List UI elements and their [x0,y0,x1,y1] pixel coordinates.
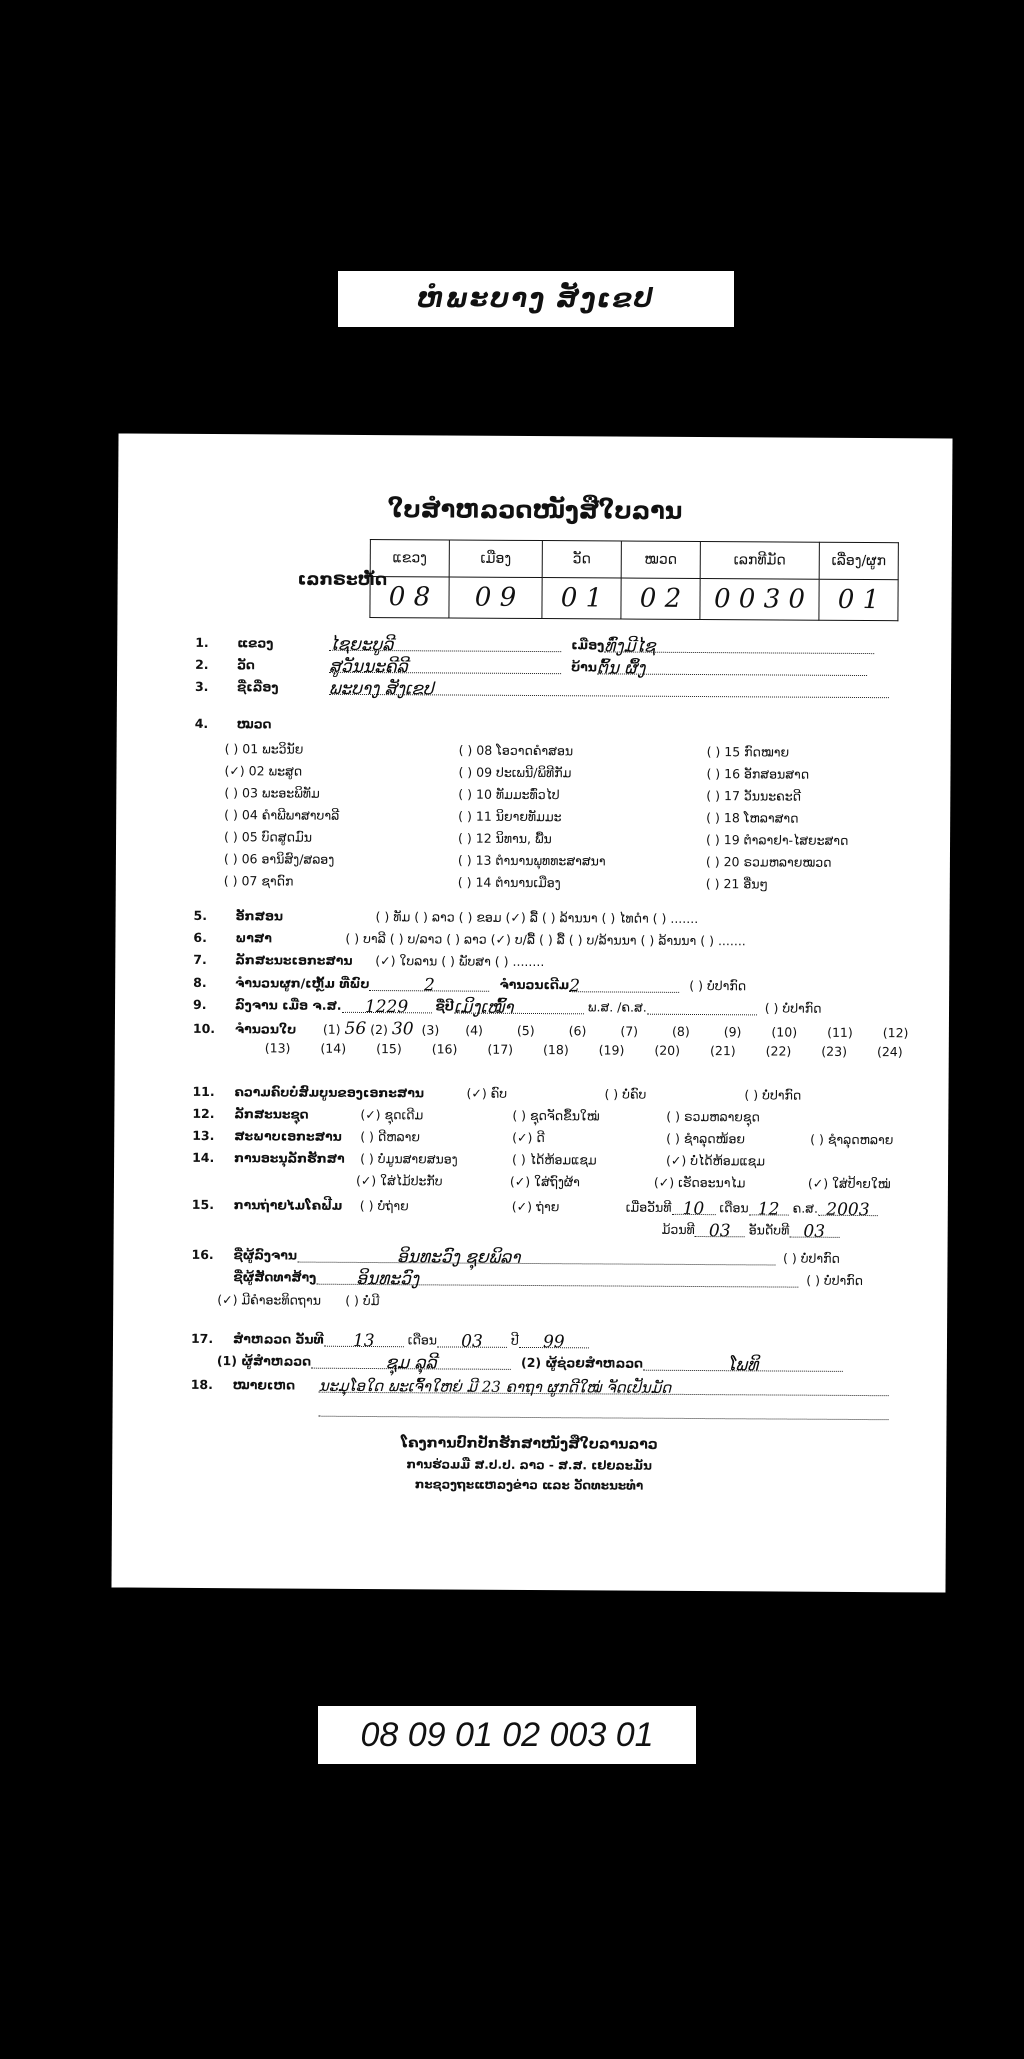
field-condition: 13. ສະພາບເອກະສານ ( ) ດີຫລາຍ (✓) ດີ ( ) ຊຳລຸດໜ້ອຍ ( ) ຊຳລຸດຫລາຍ [192,1127,894,1148]
field-label: ແຂວງ [237,635,274,651]
field-prayer: (✓) ມີຄຳອະທິດຖານ ( ) ບໍ່ມີ [217,1292,380,1309]
field-script: 5. ອັກສອນ ( ) ທັມ ( ) ລາວ ( ) ຂອມ (✓) ລື້ ( ) ລ້ານນາ ( ) ໄທດຳ ( ) ....... [193,907,699,927]
banner-title: ຫໍພະບາງ ສັງເຂປ [417,284,655,314]
code-value: 0 9 [449,577,542,619]
code-header: ແຂວງ [370,540,449,577]
field-roll-frame: ມ້ວນທີ 03 ອັນດັບທີ 03 [662,1221,840,1238]
category-option: ( ) 16 ອັກສອນສາດ [706,766,810,782]
category-option: ( ) 04 ຄຳພີພາສາບາລີ [224,807,340,823]
footer-ministry: ກະຊວງຖະແຫລງຂ່າວ ແລະ ວັດທະນະທຳ [414,1477,644,1493]
field-bundle-type: 12. ລັກສະນະຊຸດ (✓) ຊຸດເດີມ ( ) ຊຸດຈັດຂຶ້ນໃໝ່ ( ) ຣວມຫລາຍຊຸດ [192,1105,760,1125]
field-conservation-extra: (✓) ໃສ່ໄມ້ປະກັບ (✓) ໃສ່ຖົງຜ້າ (✓) ເຮັດອະນາໄມ (✓) ໃສ່ປ້າຍໃໝ່ [355,1172,891,1192]
category-option: ( ) 12 ນິທານ, ພື້ນ [458,830,552,847]
code-header: ໝວດ [621,541,700,578]
code-value: 0 1 [819,579,898,620]
field-story-title: 3. ຊື່ເລື່ອງ ພະບາງ ສັງເຂປ [195,678,889,698]
survey-form-sheet [111,433,952,1592]
category-option: ( ) 07 ຊາດົກ [223,873,294,889]
survey-year: 99 [542,1332,565,1353]
category-option: ( ) 09 ປະເພນີ/ພິທີກັມ [458,764,572,781]
category-option: ( ) 08 ໂອວາດຄຳສອນ [458,742,574,759]
category-option: ( ) 03 ພະອະພິທັມ [224,785,320,801]
category-option: ( ) 21 ອື່ນໆ [705,876,768,892]
folio-value-1: 56 [344,1018,367,1039]
year-name-value: ເມິງເໝົ້າ [453,997,514,1018]
code-header: ເລື່ອງ/ຜູກ [819,542,898,579]
category-option: ( ) 17 ວັນນະຄະດີ [706,788,802,804]
field-province: 1. ແຂວງ ໄຊຍະບູລີ ເມືອງທົ່ງມີໄຊ [195,634,874,654]
village-value: ຕົ້ນ ຜຶ້ງ [596,658,646,679]
remarks-line-2 [319,1401,889,1420]
temple-value: ສູວັນນະຄີລີ [329,656,408,678]
district-value: ທົ່ງມີໄຊ [604,636,656,657]
field-completeness: 11. ຄວາມຄົບບໍ່ສົມບູນຂອງເອກະສານ (✓) ຄົບ ( ) ບໍ່ຄົບ ( ) ບໍ່ປາກົດ [192,1083,802,1103]
microfilm-month: 12 [757,1199,780,1220]
category-option: ( ) 06 ອານິສົງ/ສລອງ [223,851,335,867]
code-value: 0 8 [370,577,449,618]
field-folio-count: 10. ຈຳນວນໃບ (1) 56 (2) 30 (3) (4) (5) (6) (7) (8) (9) (10) (11) (12) [192,1018,909,1041]
code-value: 0 1 [542,578,621,619]
microfilm-year: 2003 [826,1199,870,1221]
category-column-2 [458,740,607,895]
code-header: ເມືອງ [449,540,542,578]
field-surveyors: (1) ຜູ້ສຳຫລວດ ຊຸມ ລຸລີ (2) ຜູ້ຊ່ວຍສຳຫລວດ ໂພທິ [217,1352,843,1372]
field-bundle-count: 8. ຈຳນວນຜູກ/ເຫຼັ້ມ ທີ່ພົບ 2 ຈຳນວນເດີມ2 ( ) ບໍ່ປາກົດ [193,974,747,997]
category-column-1 [224,738,340,893]
field-temple: 2. ວັດ ສູວັນນະຄີລີ ບ້ານຕົ້ນ ຜຶ້ງ [195,656,867,676]
category-option: ( ) 05 ບົດສູດມົນ [224,829,313,845]
field-document-type: 7. ລັກສະນະເອກະສານ (✓) ໃບລານ ( ) ພັບສາ ( ) ........ [193,951,545,970]
code-value: 0 2 [621,578,700,619]
category-option: ( ) 01 ພະວິນັຍ [224,741,304,757]
original-count-value: 2 [569,976,581,997]
field-category-label: 4. ໝວດ [194,715,272,732]
field-scribe: 16. ຊື່ຜູ້ລົງຈານ ອິນທະວົງ ຊຸຍພິລາ ( ) ບໍ່ປາກົດ [191,1246,840,1268]
form-title: ໃບສຳຫລວດໜັງສືໃບລານ [387,495,683,525]
script-options: ( ) ທັມ ( ) ລາວ ( ) ຂອມ (✓) ລື້ ( ) ລ້ານນາ ( ) ໄທດຳ ( ) ....... [375,909,699,927]
survey-month: 03 [461,1331,483,1352]
remarks-value: ນະມຸໂອໃດ ພະເຈົ້າໃຫຍ່ ມີ 23 ຄາຖາ ຜູກດີໃໝ່ ຈັດເປັນມັດ [318,1376,672,1397]
category-column-3 [706,741,849,896]
field-sponsor: ຊື່ຜູ້ສັດທາສ້າງ ອິນທະວົງ ( ) ບໍ່ປາກົດ [233,1268,864,1290]
language-options: ( ) ບາລີ ( ) ບ/ລາວ ( ) ລາວ (✓) ບ/ລື້ ( ) ລື້ ( ) ບ/ລ້ານນາ ( ) ລ້ານນາ ( ) ....... [345,930,746,949]
frame-value: 03 [803,1221,826,1242]
microfilm-day: 10 [682,1198,705,1220]
code-header: ເລກທີມັດ [700,542,819,580]
footer-cooperation: ການຮ່ວມມື ສ.ປ.ປ. ລາວ - ສ.ສ. ເຢຍລະມັນ [406,1457,652,1473]
category-option: ( ) 18 ໂຫລາສາດ [706,810,799,826]
story-title-value: ພະບາງ ສັງເຂປ [328,678,434,700]
folio-value-2: 30 [391,1019,414,1040]
footer-project: ໂຄງການປົກປັກຮັກສາໜັງສືໃບລານລາວ [400,1435,658,1453]
sponsor-value: ອິນທະວົງ [356,1268,420,1290]
bundle-count-value: 2 [424,975,435,996]
year-cs-value: 1229 [364,996,409,1018]
field-language: 6. ພາສາ ( ) ບາລີ ( ) ບ/ລາວ ( ) ລາວ (✓) ບ/ລື້ ( ) ລື້ ( ) ບ/ລ້ານນາ ( ) ລ້ານນາ ( ) ....... [193,929,746,949]
category-option: ( ) 15 ກົດໝາຍ [706,744,790,760]
category-option: ( ) 14 ຕຳນານເມືອງ [457,874,561,891]
province-value: ໄຊຍະບູລີ [329,634,394,656]
category-option: ( ) 19 ຕຳລາຢາ-ໄສຍະສາດ [706,832,849,848]
category-option: ( ) 13 ຕຳນານພຸທທະສາສນາ [457,852,606,869]
code-table [369,539,898,621]
field-survey-date: 17. ສຳຫລວດ ວັນທີ 13 ເດືອນ 03 ປີ 99 [191,1330,589,1348]
survey-day: 13 [352,1330,375,1352]
field-date-written: 9. ລົງຈານ ເມື່ອ ຈ.ສ. 1229 ຊື່ປີເມິງເໝົ້າ ພ.ສ. /ຄ.ສ. ( ) ບໍ່ປາກົດ [193,996,822,1018]
scribe-value: ອິນທະວົງ ຊຸຍພິລາ [397,1247,521,1268]
title-banner [338,271,734,327]
code-value: 0 0 3 0 [700,579,819,621]
folio-count-row-2: (13) (14) (15) (16) (17) (18) (19) (20) (21) (22) (23) (24) [264,1040,903,1060]
category-option: ( ) 11 ນິຍາຍທັມມະ [458,808,562,825]
category-option: ( ) 20 ຣວມຫລາຍໝວດ [705,854,832,870]
field-remarks: 18. ໝາຍເຫດ ນະມຸໂອໃດ ພະເຈົ້າໃຫຍ່ ມີ 23 ຄາຖາ ຜູກດີໃໝ່ ຈັດເປັນມັດ [191,1376,889,1396]
document-number: 08 09 01 02 003 01 [360,1715,654,1754]
helper-value: ໂພທິ [727,1355,759,1376]
document-type-options: (✓) ໃບລານ ( ) ພັບສາ ( ) ........ [375,953,545,970]
roll-value: 03 [708,1221,731,1242]
surveyor-value: ຊຸມ ລຸລີ [385,1353,437,1374]
code-header: ວັດ [542,541,621,578]
code-label: ເລກຣະຫັດ [297,569,388,591]
category-option: (✓) 02 ພະສູດ [224,763,303,779]
field-microfilm: 15. ການຖ່າຍໄມໂຄຟີມ ( ) ບໍ່ຖ່າຍ (✓) ຖ່າຍ ເມື່ອວັນທີ 10 ເດືອນ 12 ຄ.ສ. 2003 [192,1196,878,1216]
field-conservation: 14. ການອະນຸລັກຮັກສາ ( ) ບໍ່ມູນສາຍສນອງ ( ) ໄດ້ຫ້ອມແຊມ (✓) ບໍ່ໄດ້ຫ້ອມແຊມ [192,1149,766,1169]
category-option: ( ) 10 ທັມມະທົ່ວໄປ [458,786,560,803]
document-number-label [318,1706,696,1764]
